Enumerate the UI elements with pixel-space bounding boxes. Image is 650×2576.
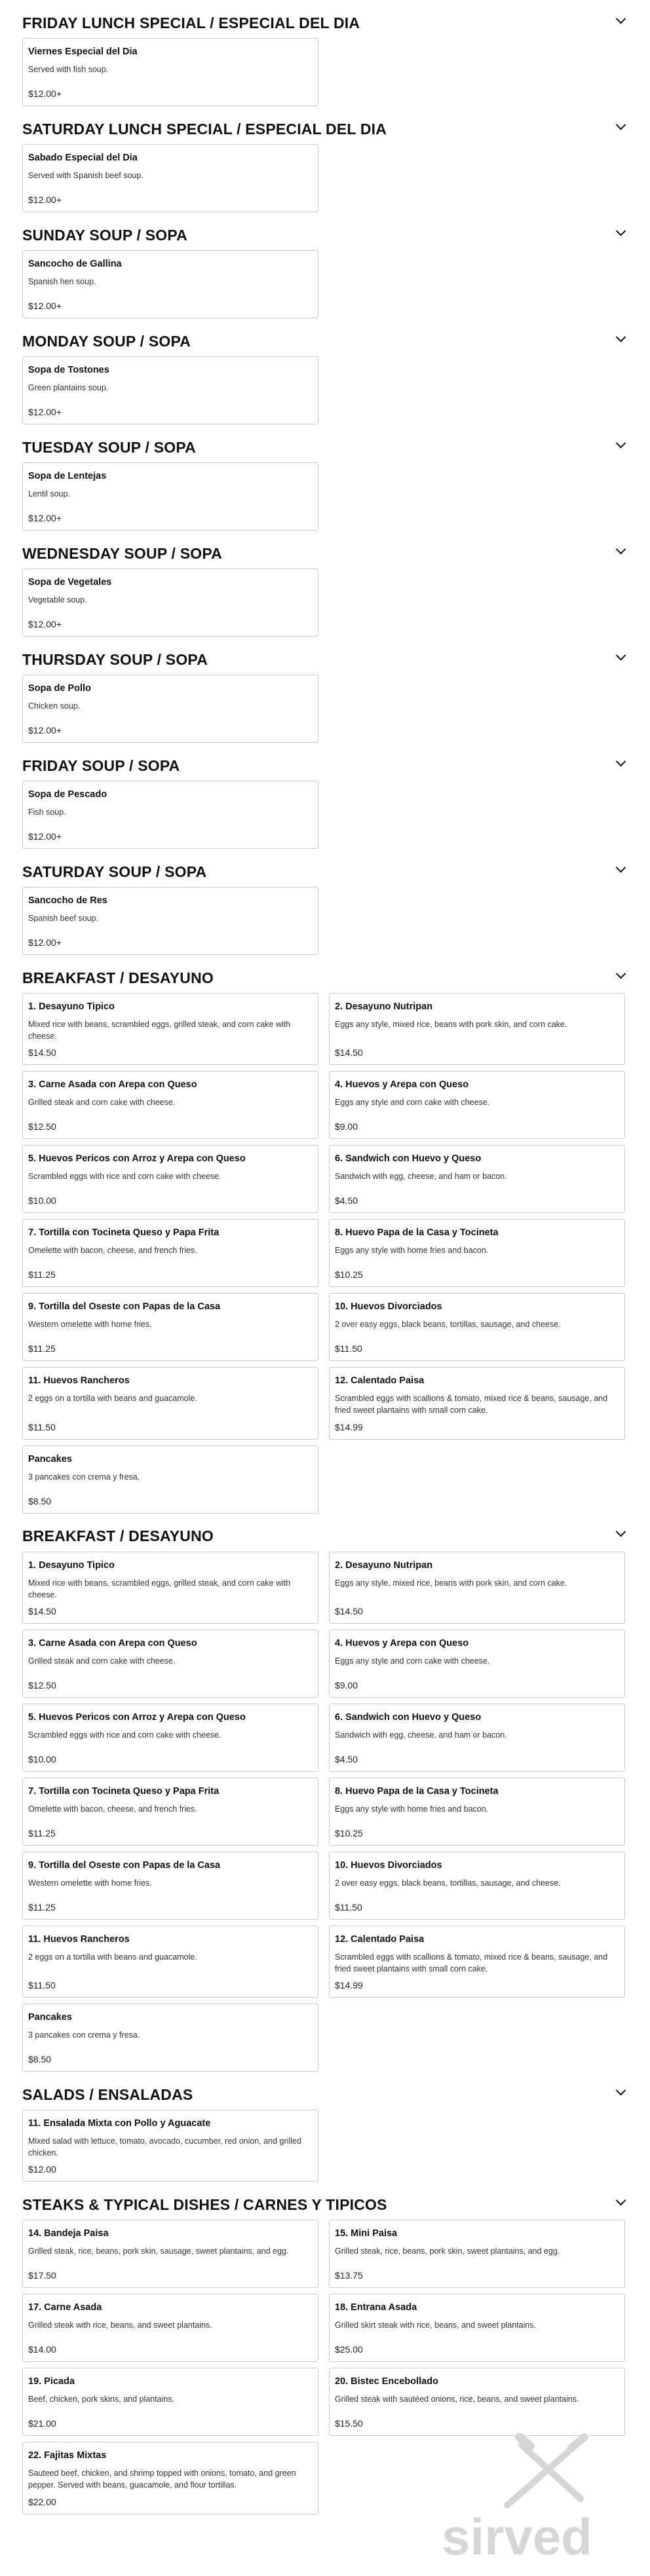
- item-name: 14. Bandeja Paisa: [28, 2228, 109, 2239]
- section-title: SUNDAY SOUP / SOPA: [22, 226, 187, 244]
- menu-item-card[interactable]: [22, 675, 318, 743]
- item-name: Viernes Especial del Dia: [28, 47, 138, 57]
- item-description: Vegetable soup.: [28, 595, 87, 605]
- item-description: Eggs any style, mixed rice, beans with pork skin, and corn cake.: [335, 1020, 567, 1029]
- item-price: $15.50: [335, 2418, 363, 2429]
- item-name: Pancakes: [28, 1453, 72, 1465]
- item-description: 2 eggs on a tortilla with beans and guacamole.: [28, 1394, 197, 1404]
- item-description: Eggs any style with home fries and bacon.: [335, 1246, 489, 1256]
- menu-section: [22, 212, 628, 318]
- item-price: $12.00+: [28, 407, 62, 417]
- item-description: Served with Spanish beef soup.: [28, 171, 143, 180]
- item-price: $14.99: [335, 1421, 363, 1432]
- item-description: Eggs any style with home fries and bacon.: [335, 1804, 489, 1814]
- section-header[interactable]: [22, 963, 628, 993]
- items-grid: [22, 2220, 628, 2514]
- item-price: $12.50: [28, 1679, 56, 1690]
- item-name: 9. Tortilla del Oseste con Papas de la Casa: [28, 1859, 221, 1871]
- item-description: Eggs any style, mixed rice, beans with pork skin, and corn cake.: [335, 1578, 567, 1588]
- section-header[interactable]: [22, 220, 628, 250]
- item-description: Western omelette with home fries.: [28, 1320, 152, 1330]
- item-price: $14.99: [335, 1980, 363, 1990]
- chevron-down-icon[interactable]: [613, 331, 628, 346]
- item-description: Grilled steak with rice, beans, and sweet plantains.: [28, 2321, 212, 2330]
- section-title: TUESDAY SOUP / SOPA: [22, 438, 196, 456]
- item-name: 4. Huevos y Arepa con Queso: [335, 1079, 469, 1091]
- menu-section: [22, 106, 628, 212]
- menu-item-card[interactable]: [329, 1367, 625, 1439]
- menu-section: [22, 1514, 628, 2072]
- menu-item-card[interactable]: [22, 1852, 318, 1920]
- item-description: Grilled steak with sautéed onions, rice, beans, and sweet plantains.: [335, 2395, 579, 2404]
- menu-item-card[interactable]: [22, 1071, 318, 1139]
- menu-section: [22, 2182, 628, 2514]
- item-name: 20. Bistec Encebollado: [335, 2376, 438, 2387]
- menu-item-card[interactable]: [22, 1778, 318, 1846]
- item-name: 8. Huevo Papa de la Casa y Tocineta: [335, 1227, 499, 1239]
- menu-section: [22, 955, 628, 1514]
- chevron-down-icon[interactable]: [613, 544, 628, 558]
- menu-item-card[interactable]: [22, 1145, 318, 1213]
- section-title: SATURDAY SOUP / SOPA: [22, 863, 207, 880]
- chevron-down-icon[interactable]: [613, 2195, 628, 2209]
- item-description: Grilled steak, rice, beans, pork skin, sausage, sweet plantains, and egg.: [28, 2247, 289, 2256]
- menu-item-card[interactable]: [22, 1926, 318, 1998]
- item-price: $13.75: [335, 2270, 363, 2281]
- section-title: BREAKFAST / DESAYUNO: [22, 969, 214, 986]
- item-name: Sancocho de Res: [28, 895, 107, 906]
- menu-item-card[interactable]: [329, 993, 625, 1065]
- item-price: $14.00: [28, 2344, 56, 2355]
- item-price: $10.00: [28, 1195, 56, 1206]
- menu-section: [22, 637, 628, 743]
- item-description: Grilled steak and corn cake with cheese.: [28, 1098, 176, 1108]
- menu-item-card[interactable]: [22, 38, 318, 106]
- item-name: 17. Carne Asada: [28, 2302, 102, 2313]
- item-price: $11.25: [28, 1827, 56, 1839]
- chevron-down-icon[interactable]: [613, 438, 628, 452]
- item-price: $17.50: [28, 2270, 56, 2281]
- item-description: Omelette with bacon, cheese, and french fries.: [28, 1246, 197, 1256]
- menu-item-card[interactable]: [22, 2004, 318, 2072]
- section-header[interactable]: [22, 751, 628, 781]
- item-name: 5. Huevos Pericos con Arroz y Arepa con Queso: [28, 1153, 246, 1165]
- item-price: $9.00: [335, 1679, 358, 1690]
- menu-item-card[interactable]: [22, 356, 318, 424]
- chevron-down-icon[interactable]: [613, 13, 628, 28]
- menu-item-card[interactable]: [22, 1630, 318, 1698]
- item-price: $10.25: [335, 1269, 363, 1280]
- menu-item-card[interactable]: [22, 2110, 318, 2182]
- item-name: Sabado Especial del Dia: [28, 153, 138, 163]
- section-header[interactable]: [22, 538, 628, 569]
- section-title: THURSDAY SOUP / SOPA: [22, 650, 208, 668]
- item-price: $9.00: [335, 1121, 358, 1132]
- item-price: $11.25: [28, 1343, 56, 1354]
- chevron-down-icon[interactable]: [613, 756, 628, 770]
- item-name: 7. Tortilla con Tocineta Queso y Papa Frita: [28, 1227, 220, 1239]
- menu-item-card[interactable]: [22, 2442, 318, 2514]
- item-description: Mixed salad with lettuce, tomato, avocado, cucumber, red onion, and grilled chicken.: [28, 2137, 301, 2158]
- section-title: SATURDAY LUNCH SPECIAL / ESPECIAL DEL DIA: [22, 120, 387, 138]
- chevron-down-icon[interactable]: [613, 225, 628, 240]
- section-header[interactable]: [22, 644, 628, 675]
- menu-item-card[interactable]: [329, 2294, 625, 2362]
- item-name: 4. Huevos y Arepa con Queso: [335, 1637, 469, 1649]
- item-description: Eggs any style and corn cake with cheese.: [335, 1656, 490, 1666]
- item-price: $11.25: [28, 1901, 56, 1913]
- menu-item-card[interactable]: [22, 1552, 318, 1624]
- menu-item-card[interactable]: [22, 569, 318, 637]
- item-name: Sopa de Vegetales: [28, 577, 112, 588]
- item-description: 3 pancakes con crema y fresa.: [28, 2030, 140, 2040]
- item-name: 18. Entrana Asada: [335, 2302, 417, 2313]
- item-price: $10.00: [28, 1753, 56, 1764]
- item-description: Sandwich with egg, cheese, and ham or bacon.: [335, 1172, 507, 1182]
- menu-item-card[interactable]: [329, 1145, 625, 1213]
- section-header[interactable]: [22, 326, 628, 356]
- menu-section: [22, 2072, 628, 2182]
- menu-item-card[interactable]: [329, 1630, 625, 1698]
- item-price: $12.00: [28, 2164, 56, 2175]
- menu-section: [22, 849, 628, 955]
- item-price: $12.50: [28, 1121, 56, 1132]
- chevron-down-icon[interactable]: [613, 650, 628, 664]
- menu-item-card[interactable]: [329, 1704, 625, 1772]
- chevron-down-icon[interactable]: [613, 968, 628, 982]
- item-description: Chicken soup.: [28, 701, 81, 711]
- item-price: $4.50: [335, 1753, 358, 1764]
- item-description: Scrambled eggs with rice and corn cake with cheese.: [28, 1172, 221, 1182]
- section-header[interactable]: [22, 432, 628, 462]
- items-grid: [22, 250, 628, 318]
- menu-item-card[interactable]: [329, 1219, 625, 1287]
- item-description: Spanish beef soup.: [28, 914, 99, 923]
- items-grid: [22, 2110, 628, 2182]
- items-grid: [22, 356, 628, 424]
- item-name: 19. Picada: [28, 2376, 75, 2387]
- item-name: 12. Calentado Paisa: [335, 1933, 425, 1945]
- item-price: $12.00+: [28, 725, 62, 736]
- item-name: 1. Desayuno Tipico: [28, 1001, 115, 1012]
- section-title: MONDAY SOUP / SOPA: [22, 332, 191, 350]
- item-price: $4.50: [335, 1195, 358, 1206]
- menu-item-card[interactable]: [329, 1852, 625, 1920]
- chevron-down-icon[interactable]: [613, 862, 628, 876]
- item-name: 2. Desayuno Nutripan: [335, 1559, 433, 1571]
- item-description: Western omelette with home fries.: [28, 1878, 152, 1888]
- item-price: $12.00+: [28, 88, 62, 99]
- menu-section: [22, 531, 628, 637]
- items-grid: [22, 462, 628, 531]
- item-description: Scrambled eggs with rice and corn cake with cheese.: [28, 1730, 221, 1740]
- menu-item-card[interactable]: [22, 1293, 318, 1361]
- items-grid: [22, 38, 628, 106]
- section-header[interactable]: [22, 857, 628, 887]
- menu-section: [22, 424, 628, 531]
- section-header[interactable]: [22, 2190, 628, 2220]
- watermark-text: sirved: [442, 2508, 592, 2564]
- menu-item-card[interactable]: [329, 1552, 625, 1624]
- item-price: $21.00: [28, 2418, 56, 2429]
- item-name: 22. Fajitas Mixtas: [28, 2450, 107, 2461]
- menu-item-card[interactable]: [329, 2220, 625, 2288]
- items-grid: [22, 569, 628, 637]
- item-description: 3 pancakes con crema y fresa.: [28, 1472, 140, 1482]
- item-name: 12. Calentado Paisa: [335, 1375, 425, 1387]
- menu-item-card[interactable]: [22, 2368, 318, 2436]
- menu-section: [22, 0, 628, 106]
- menu-section: [22, 743, 628, 849]
- item-description: Omelette with bacon, cheese, and french fries.: [28, 1804, 197, 1814]
- items-grid: [22, 1552, 628, 2072]
- item-description: Scrambled eggs with scallions & tomato, mixed rice & beans, sausage, and fried sweet plantains with small corn cake.: [335, 1952, 608, 1973]
- item-name: 11. Ensalada Mixta con Pollo y Aguacate: [28, 2118, 211, 2129]
- item-name: 7. Tortilla con Tocineta Queso y Papa Frita: [28, 1785, 220, 1797]
- item-description: Grilled steak and corn cake with cheese.: [28, 1656, 176, 1666]
- menu-item-card[interactable]: [329, 1071, 625, 1139]
- item-price: $12.00+: [28, 301, 62, 311]
- item-price: $14.50: [335, 1047, 363, 1058]
- item-price: $14.50: [335, 1605, 363, 1616]
- section-header[interactable]: [22, 1521, 628, 1552]
- items-grid: [22, 993, 628, 1514]
- item-name: 1. Desayuno Tipico: [28, 1559, 115, 1571]
- menu-item-card[interactable]: [22, 144, 318, 212]
- item-price: $11.50: [335, 1343, 362, 1354]
- item-price: $14.50: [28, 1047, 56, 1058]
- item-price: $11.50: [335, 1901, 362, 1913]
- chevron-down-icon[interactable]: [613, 2085, 628, 2099]
- item-price: $8.50: [28, 2054, 52, 2064]
- item-name: 11. Huevos Rancheros: [28, 1375, 130, 1387]
- items-grid: [22, 781, 628, 849]
- item-name: 10. Huevos Divorciados: [335, 1301, 442, 1313]
- item-name: 9. Tortilla del Oseste con Papas de la Casa: [28, 1301, 221, 1313]
- menu-item-card[interactable]: [22, 1704, 318, 1772]
- item-price: $12.00+: [28, 195, 62, 205]
- item-name: 8. Huevo Papa de la Casa y Tocineta: [335, 1785, 499, 1797]
- menu-item-card[interactable]: [22, 887, 318, 955]
- item-description: Lentil soup.: [28, 489, 70, 498]
- item-description: Grilled skirt steak with rice, beans, and sweet plantains.: [335, 2321, 537, 2330]
- item-price: $11.25: [28, 1269, 56, 1280]
- item-name: Sopa de Pollo: [28, 683, 91, 694]
- chevron-down-icon[interactable]: [613, 119, 628, 134]
- item-description: Fish soup.: [28, 808, 66, 817]
- item-description: Served with fish soup.: [28, 65, 109, 74]
- item-description: Sauteed beef, chicken, and shrimp topped with onions, tomato, and green pepper. Served with beans, guacamole, and flour tortillas.: [28, 2469, 296, 2490]
- menu-item-card[interactable]: [22, 993, 318, 1065]
- item-name: 15. Mini Paisa: [335, 2228, 398, 2239]
- item-description: 2 eggs on a tortilla with beans and guacamole.: [28, 1952, 197, 1962]
- item-name: 3. Carne Asada con Arepa con Queso: [28, 1637, 197, 1649]
- item-price: $11.50: [28, 1980, 56, 1990]
- item-name: 11. Huevos Rancheros: [28, 1933, 130, 1945]
- item-name: 6. Sandwich con Huevo y Queso: [335, 1153, 482, 1165]
- menu-item-card[interactable]: [22, 2220, 318, 2288]
- menu-item-card[interactable]: [329, 1926, 625, 1998]
- item-description: Sandwich with egg, cheese, and ham or bacon.: [335, 1730, 507, 1740]
- item-price: $11.50: [28, 1421, 56, 1432]
- item-description: Beef, chicken, pork skins, and plantains.: [28, 2395, 175, 2404]
- item-name: 6. Sandwich con Huevo y Queso: [335, 1711, 482, 1723]
- section-title: WEDNESDAY SOUP / SOPA: [22, 544, 222, 562]
- item-price: $12.00+: [28, 513, 62, 523]
- item-price: $8.50: [28, 1495, 52, 1506]
- menu-item-card[interactable]: [22, 2294, 318, 2362]
- item-name: Pancakes: [28, 2012, 72, 2023]
- item-price: $10.25: [335, 1827, 363, 1839]
- menu-item-card[interactable]: [22, 781, 318, 849]
- item-name: Sopa de Pescado: [28, 789, 107, 800]
- section-header[interactable]: [22, 2080, 628, 2110]
- item-description: Mixed rice with beans, scrambled eggs, grilled steak, and corn cake with cheese.: [28, 1578, 291, 1599]
- items-grid: [22, 887, 628, 955]
- menu-item-card[interactable]: [329, 1778, 625, 1846]
- item-description: Mixed rice with beans, scrambled eggs, grilled steak, and corn cake with cheese.: [28, 1020, 291, 1041]
- item-name: 5. Huevos Pericos con Arroz y Arepa con Queso: [28, 1711, 246, 1723]
- section-title: SALADS / ENSALADAS: [22, 2085, 193, 2103]
- menu-item-card[interactable]: [22, 250, 318, 318]
- menu-item-card[interactable]: [329, 1293, 625, 1361]
- item-description: Scrambled eggs with scallions & tomato, mixed rice & beans, sausage, and fried sweet plantains with small corn cake.: [335, 1394, 608, 1415]
- item-price: $25.00: [335, 2344, 363, 2355]
- item-name: Sopa de Tostones: [28, 365, 109, 375]
- menu-item-card[interactable]: [329, 2368, 625, 2436]
- menu-item-card[interactable]: [22, 1219, 318, 1287]
- item-description: 2 over easy eggs, black beans, tortillas, sausage, and cheese.: [335, 1878, 561, 1888]
- menu-item-card[interactable]: [22, 1367, 318, 1439]
- section-title: FRIDAY LUNCH SPECIAL / ESPECIAL DEL DIA: [22, 14, 360, 31]
- menu-item-card[interactable]: [22, 1446, 318, 1514]
- item-description: Green plantains soup.: [28, 383, 109, 392]
- item-name: 10. Huevos Divorciados: [335, 1859, 442, 1871]
- items-grid: [22, 675, 628, 743]
- section-title: STEAKS & TYPICAL DISHES / CARNES Y TIPICOS: [22, 2195, 387, 2213]
- item-price: $14.50: [28, 1605, 56, 1616]
- item-description: Eggs any style and corn cake with cheese.: [335, 1098, 490, 1108]
- item-name: 3. Carne Asada con Arepa con Queso: [28, 1079, 197, 1091]
- item-price: $22.00: [28, 2496, 56, 2507]
- item-name: 2. Desayuno Nutripan: [335, 1001, 433, 1012]
- item-price: $12.00+: [28, 831, 62, 842]
- menu-section: [22, 318, 628, 424]
- section-header[interactable]: [22, 8, 628, 38]
- section-title: FRIDAY SOUP / SOPA: [22, 756, 180, 774]
- item-description: 2 over easy eggs, black beans, tortillas, sausage, and cheese.: [335, 1320, 561, 1330]
- item-price: $12.00+: [28, 619, 62, 629]
- chevron-down-icon[interactable]: [613, 1527, 628, 1541]
- item-description: Spanish hen soup.: [28, 277, 96, 286]
- section-title: BREAKFAST / DESAYUNO: [22, 1527, 214, 1544]
- item-description: Grilled steak, rice, beans, pork skin, sweet plantains, and egg.: [335, 2247, 560, 2256]
- item-price: $12.00+: [28, 937, 62, 948]
- menu-item-card[interactable]: [22, 462, 318, 531]
- item-name: Sopa de Lentejas: [28, 471, 107, 481]
- items-grid: [22, 144, 628, 212]
- item-name: Sancocho de Gallina: [28, 259, 122, 269]
- section-header[interactable]: [22, 114, 628, 144]
